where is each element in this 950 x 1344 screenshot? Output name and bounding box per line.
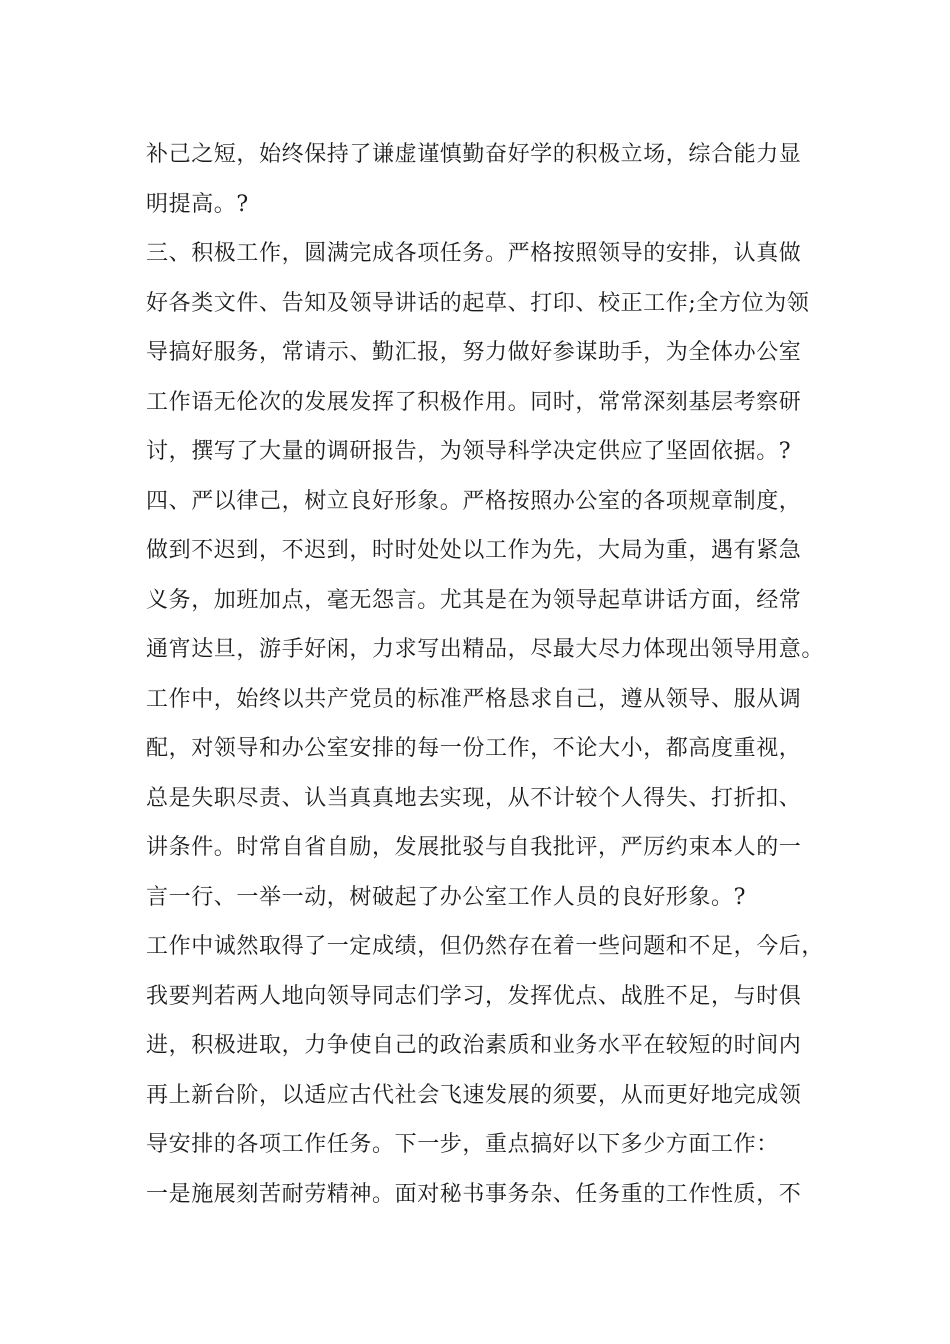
text-line: 导安排的各项工作任务。下一步，重点搞好以下多少方面工作： xyxy=(146,1132,779,1157)
text-line: 配，对领导和办公室安排的每一份工作，不论大小，都高度重视， xyxy=(146,736,802,761)
text-line: 讨，撰写了大量的调研报告，为领导科学决定供应了坚固依据。? xyxy=(146,439,792,464)
text-line: 讲条件。时常自省自励，发展批驳与自我批评，严厉约束本人的一 xyxy=(146,835,802,860)
text-line: 明提高。? xyxy=(146,191,249,217)
text-line: 我要判若两人地向领导同志们学习，发挥优点、战胜不足，与时俱 xyxy=(146,983,802,1009)
text-line: 进，积极进取，力争使自己的政治素质和业务水平在较短的时间内 xyxy=(146,1033,802,1058)
text-line: 总是失职尽责、认当真真地去实现，从不计较个人得失、打折扣、 xyxy=(146,785,802,811)
text-line: 工作中诚然取得了一定成绩，但仍然存在着一些问题和不足，今后， xyxy=(146,934,825,959)
text-line: 义务，加班加点，毫无怨言。尤其是在为领导起草讲话方面，经常 xyxy=(146,587,802,613)
text-line: 工作中，始终以共产党员的标准严格恳求自己，遵从领导、服从调 xyxy=(146,686,802,712)
text-line: 一是施展刻苦耐劳精神。面对秘书事务杂、任务重的工作性质，不 xyxy=(146,1181,802,1207)
body-text xyxy=(146,130,836,1219)
text-line: 三、积极工作，圆满完成各项任务。严格按照领导的安排，认真做 xyxy=(146,241,802,266)
text-line: 四、严以律己，树立良好形象。严格按照办公室的各项规章制度， xyxy=(146,488,802,514)
text-line: 好各类文件、告知及领导讲话的起草、打印、校正工作;全方位为领 xyxy=(146,290,810,316)
text-line: 工作语无伦次的发展发挥了积极作用。同时，常常深刻基层考察研 xyxy=(146,389,802,415)
text-line: 导搞好服务，常请示、勤汇报，努力做好参谋助手，为全体办公室 xyxy=(146,340,802,365)
text-line: 再上新台阶，以适应古代社会飞速发展的须要，从而更好地完成领 xyxy=(146,1082,802,1108)
text-line: 补己之短，始终保持了谦虚谨慎勤奋好学的积极立场，综合能力显 xyxy=(146,142,802,167)
text-line: 做到不迟到，不迟到，时时处处以工作为先，大局为重，遇有紧急 xyxy=(146,538,802,563)
text-line: 言一行、一举一动，树破起了办公室工作人员的良好形象。? xyxy=(146,884,746,910)
text-line: 通宵达旦，游手好闲，力求写出精品，尽最大尽力体现出领导用意。 xyxy=(146,637,825,662)
